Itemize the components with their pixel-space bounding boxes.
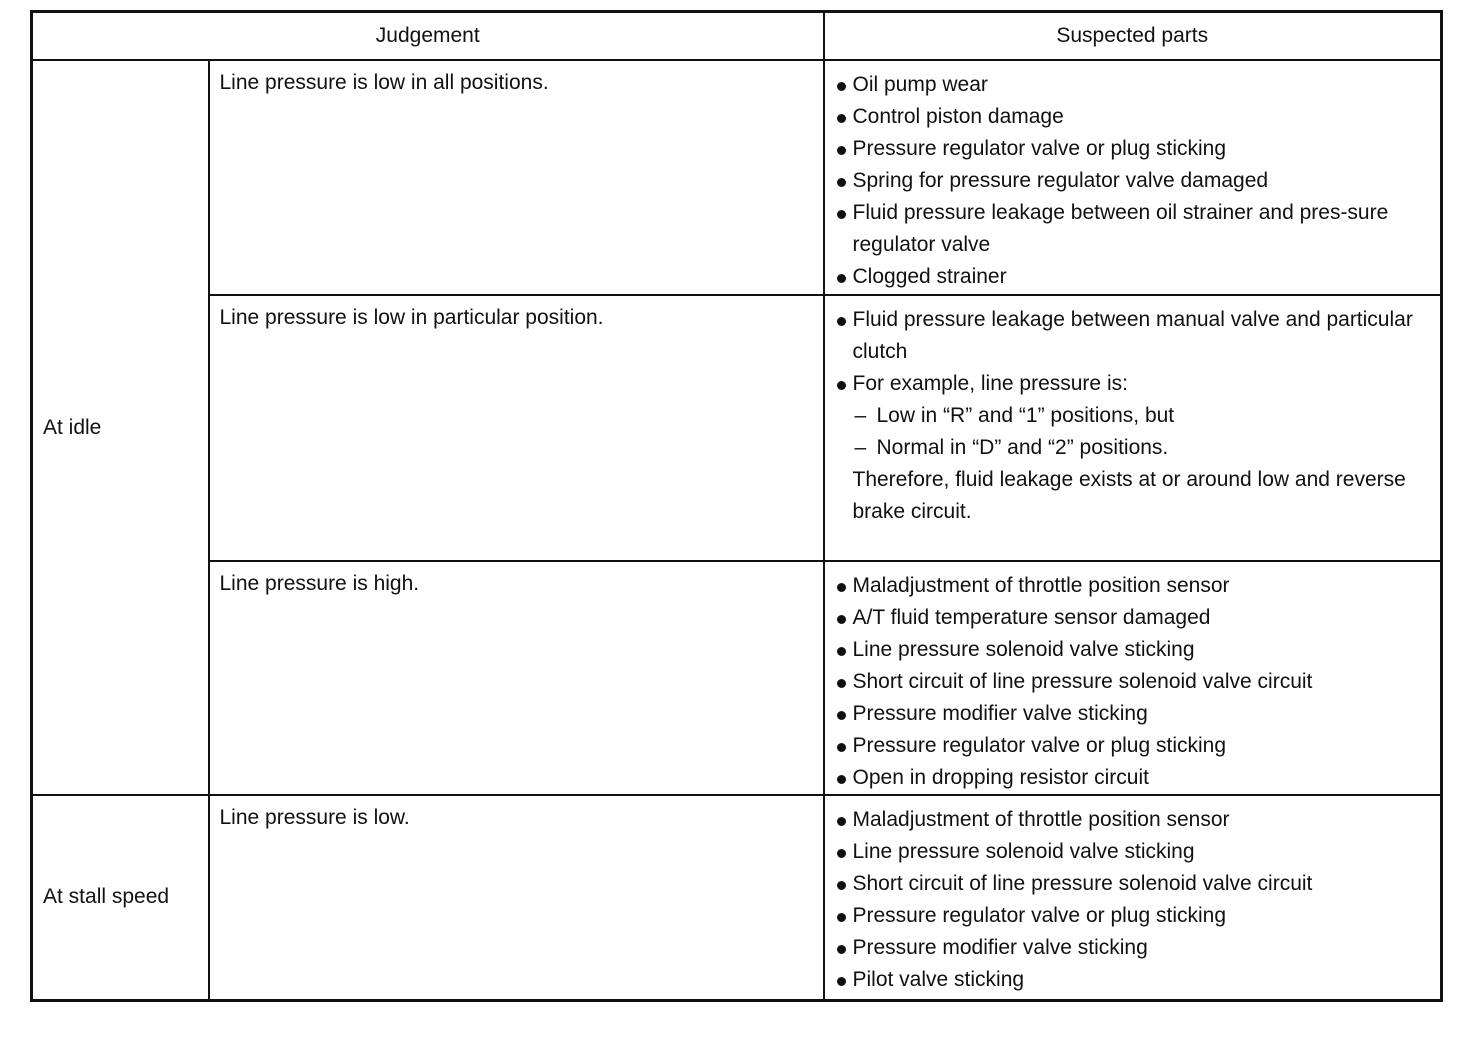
parts-list <box>835 570 1431 794</box>
list-item: Clogged strainer <box>835 261 1431 293</box>
judgement-cell: Line pressure is high. <box>209 561 824 795</box>
parts-list <box>835 69 1431 293</box>
list-item: For example, line pressure is: <box>835 368 1431 400</box>
suspected-parts-header: Suspected parts <box>824 12 1442 61</box>
judgement-cell: Line pressure is low. <box>209 795 824 1000</box>
list-item: Oil pump wear <box>835 69 1431 101</box>
example-line: – Low in “R” and “1” positions, but <box>853 400 1431 432</box>
parts-list <box>835 804 1431 996</box>
list-item: Pilot valve sticking <box>835 964 1431 996</box>
parts-list <box>835 304 1431 400</box>
list-item: Short circuit of line pressure solenoid valve circuit <box>835 868 1431 900</box>
list-item: Line pressure solenoid valve sticking <box>835 836 1431 868</box>
suspected-parts-cell <box>824 60 1442 295</box>
suspected-parts-cell <box>824 561 1442 795</box>
condition-at-idle: At idle <box>32 60 209 795</box>
list-item: Short circuit of line pressure solenoid valve circuit <box>835 666 1431 698</box>
list-item: Open in dropping resistor circuit <box>835 762 1431 794</box>
list-item: Pressure regulator valve or plug sticking <box>835 133 1431 165</box>
list-item: Pressure modifier valve sticking <box>835 698 1431 730</box>
table-row <box>32 295 1442 561</box>
header-row <box>32 12 1442 61</box>
judgement-cell: Line pressure is low in particular position. <box>209 295 824 561</box>
list-item: Maladjustment of throttle position sensor <box>835 570 1431 602</box>
suspected-parts-cell <box>824 795 1442 1000</box>
list-item: Fluid pressure leakage between manual valve and particular clutch <box>835 304 1431 368</box>
table-row <box>32 795 1442 1000</box>
list-item: Spring for pressure regulator valve damaged <box>835 165 1431 197</box>
suspected-parts-cell <box>824 295 1442 561</box>
condition-at-stall-speed: At stall speed <box>32 795 209 1000</box>
list-item: Fluid pressure leakage between oil strainer and pres-sure regulator valve <box>835 197 1431 261</box>
example-line: – Normal in “D” and “2” positions. <box>853 432 1431 464</box>
list-item: Control piston damage <box>835 101 1431 133</box>
list-item: A/T fluid temperature sensor damaged <box>835 602 1431 634</box>
diagnosis-table <box>30 10 1443 1002</box>
table-row <box>32 561 1442 795</box>
list-item: Line pressure solenoid valve sticking <box>835 634 1431 666</box>
list-item: Pressure regulator valve or plug sticking <box>835 730 1431 762</box>
conclusion-text: Therefore, fluid leakage exists at or around low and reverse brake circuit. <box>852 468 1406 523</box>
list-item: Maladjustment of throttle position sensor <box>835 804 1431 836</box>
list-item: Pressure regulator valve or plug sticking <box>835 900 1431 932</box>
list-item: Pressure modifier valve sticking <box>835 932 1431 964</box>
table-row <box>32 60 1442 295</box>
judgement-cell: Line pressure is low in all positions. <box>209 60 824 295</box>
judgement-header: Judgement <box>32 12 824 61</box>
